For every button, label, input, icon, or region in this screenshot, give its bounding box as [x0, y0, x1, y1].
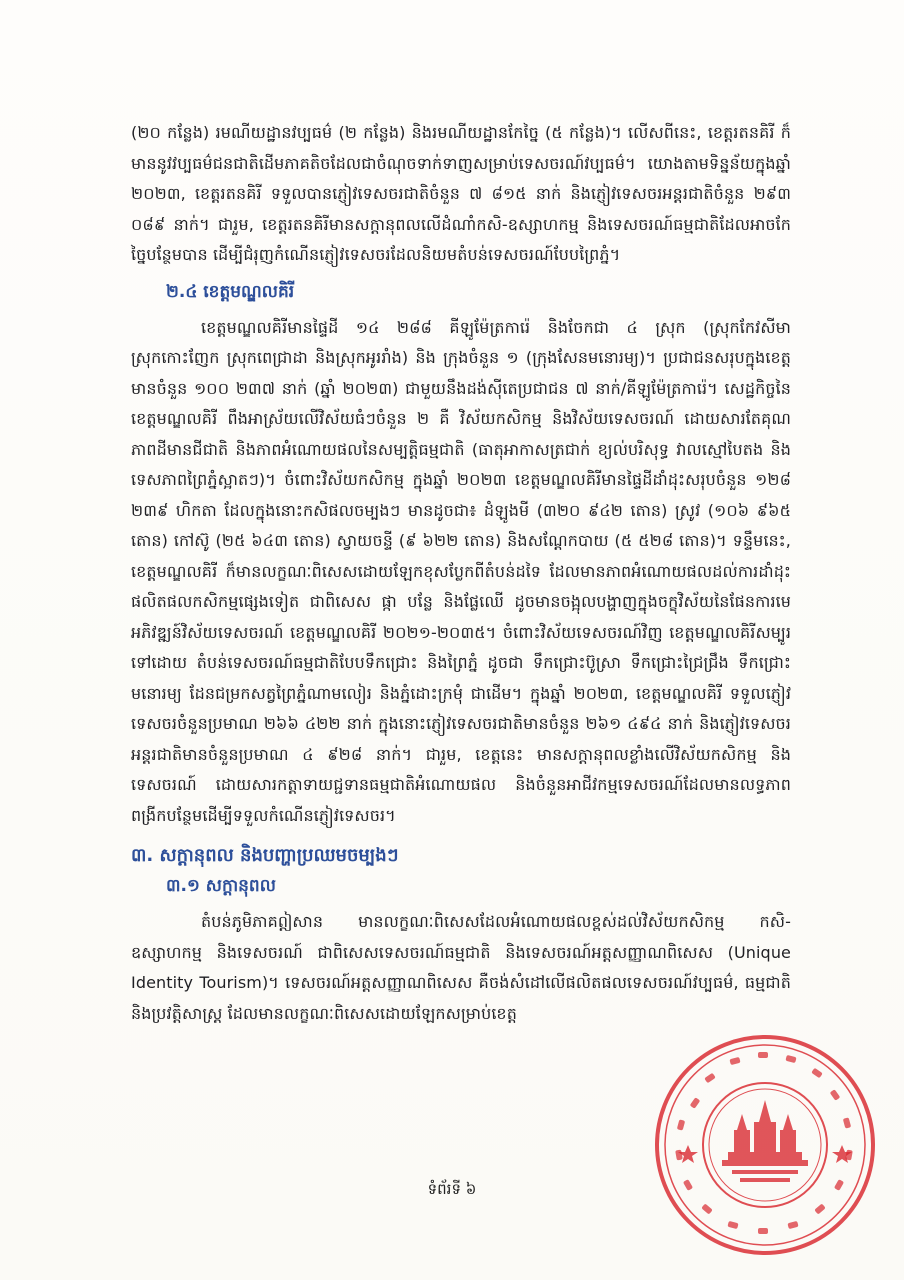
official-seal: [650, 1030, 880, 1260]
page-number: ទំព័រទី ៦: [427, 1180, 477, 1198]
document-body: [131, 118, 791, 1029]
paragraph-mondulkiri: ខេត្តមណ្ឌលគិរីមានផ្ទៃដី ១៤ ២៨៨ គីឡូម៉ែត្រការ៉េ និងចែកជា ៤ ស្រុក (ស្រុកកែវសីមា ស្រុកកោះញែក ស្រុកពេជ្រាដា និងស្រុកអូររាំង) និង ក្រុងចំនួន ១ (ក្រុងសែនមនោរម្យ)។ ប្រជាជនសរុបក្នុងខេត្តមានចំនួន ១០០ ២៣៧ នាក់ (ឆ្នាំ ២០២៣) ជាមួយនឹងដង់ស៊ីតេប្រជាជន ៧ នាក់/គីឡូម៉ែត្រការ៉េ។ សេដ្ឋកិច្ចនៃខេត្តមណ្ឌលគិរី ពឹងអាស្រ័យលើវិស័យធំៗចំនួន ២ គឺ វិស័យកសិកម្ម និងវិស័យទេសចរណ៍ ដោយសារតែគុណភាពដីមានជីជាតិ និងភាពអំណោយផលនៃសម្បត្តិធម្មជាតិ (ធាតុអាកាសត្រជាក់ ខ្យល់បរិសុទ្ធ វាលស្មៅបៃតង និងទេសភាពព្រៃភ្នំស្អាតៗ)។ ចំពោះវិស័យកសិកម្ម ក្នុងឆ្នាំ ២០២៣ ខេត្តមណ្ឌលគិរីមានផ្ទៃដីដាំដុះសរុបចំនួន ១២៨ ២៣៩ ហិកតា ដែលក្នុងនោះកសិផលចម្បងៗ មានដូចជា៖ ដំឡូងមី (៣២០ ៩៤២ តោន) ស្រូវ (១០៦ ៩៦៥ តោន) កៅស៊ូ (២៥ ៦៤៣ តោន) ស្វាយចន្ទី (៩ ៦២២ តោន) និងសណ្តែកបាយ (៥ ៥២៨ តោន)។ ទន្ទឹមនេះ, ខេត្តមណ្ឌលគិរី ក៏មានលក្ខណៈពិសេសដោយឡែកខុសប្លែកពីតំបន់ដទៃ ដែលមានភាពអំណោយផលដល់ការដាំដុះផលិតផលកសិកម្មផ្សេងទៀត ជាពិសេស ផ្កា បន្លែ និងផ្លែឈើ ដូចមានចង្អុលបង្ហាញក្នុងចក្ខុវិស័យនៃផែនការមេអភិវឌ្ឍន៍វិស័យទេសចរណ៍ ខេត្តមណ្ឌលគិរី ២០២១-២០៣៥។ ចំពោះវិស័យទេសចរណ៍វិញ ខេត្តមណ្ឌលគិរីសម្បូរទៅដោយ តំបន់ទេសចរណ៍ធម្មជាតិបែបទឹកជ្រោះ និងព្រៃភ្នំ ដូចជា ទឹកជ្រោះប៊ូស្រា ទឹកជ្រោះជ្រៃជ្រឹង ទឹកជ្រោះមនោរម្យ ដែនជម្រកសត្វព្រៃភ្នំណាមលៀរ និងភ្នំដោះក្រមុំ ជាដើម។ ក្នុងឆ្នាំ ២០២៣, ខេត្តមណ្ឌលគិរី ទទួលភ្ញៀវទេសចរចំនួនប្រមាណ ២៦៦ ៤២២ នាក់ ក្នុងនោះភ្ញៀវទេសចរជាតិមានចំនួន ២៦១ ៤៩៤ នាក់ និងភ្ញៀវទេសចរអន្តរជាតិមានចំនួនប្រមាណ ៤ ៩២៨ នាក់។ ជារួម, ខេត្តនេះ មានសក្តានុពលខ្លាំងលើវិស័យកសិកម្ម និងទេសចរណ៍ ដោយសារកត្តាទាយជ្ជទានធម្មជាតិអំណោយផល និងចំនួនអាជីវកម្មទេសចរណ៍ដែលមានលទ្ធភាពពង្រីកបន្ថែមដើម្បីទទួលកំណើនភ្ញៀវទេសចរ។: [131, 317, 791, 825]
paragraph-potential: តំបន់ភូមិភាគឦសាន មានលក្ខណៈពិសេសដែលអំណោយផលខ្ពស់ដល់វិស័យកសិកម្ម កសិ-ឧស្សាហកម្ម និងទេសចរណ៍ ជាពិសេសទេសចរណ៍ធម្មជាតិ និងទេសចរណ៍អត្តសញ្ញាណពិសេស (Unique Identity Tourism)។ ទេសចរណ៍អត្តសញ្ញាណពិសេស គឺចង់សំដៅលើផលិតផលទេសចរណ៍វប្បធម៌, ធម្មជាតិ និងប្រវត្តិសាស្ត្រ ដែលមានលក្ខណៈពិសេសដោយឡែកសម្រាប់ខេត្ត: [131, 912, 791, 1023]
paragraph-ratanakiri-summary: (២០ កន្លែង) រមណីយដ្ឋានវប្បធម៌ (២ កន្លែង) និងរមណីយដ្ឋានកែច្នៃ (៥ កន្លែង)។ លើសពីនេះ, ខេត្តរតនគិរី ក៏មាននូវវប្បធម៌ជនជាតិដើមភាគតិចដែលជាចំណុចទាក់ទាញសម្រាប់ទេសចរណ៍វប្បធម៌។ យោងតាមទិន្នន័យក្នុងឆ្នាំ ២០២៣, ខេត្តរតនគិរី ទទួលបានភ្ញៀវទេសចរជាតិចំនួន ៧ ៨១៥ នាក់ និងភ្ញៀវទេសចរអន្តរជាតិចំនួន ២៩៣ ០៨៩ នាក់។ ជារួម, ខេត្តរតនគិរីមានសក្តានុពលលើដំណាំកសិ-ឧស្សាហកម្ម និងទេសចរណ៍ធម្មជាតិដែលអាចកែច្នៃបន្ថែមបាន ដើម្បីជំរុញកំណើនភ្ញៀវទេសចរដែលនិយមតំបន់ទេសចរណ៍បែបព្រៃភ្នំ។: [131, 123, 791, 264]
section-heading-3: ៣. សក្តានុពល និងបញ្ហាប្រឈមចម្បងៗ: [131, 845, 399, 866]
section-heading-2-4: ២.៤ ខេត្តមណ្ឌលគិរី: [166, 281, 295, 302]
section-heading-3-1: ៣.១ សក្តានុពល: [166, 876, 276, 896]
